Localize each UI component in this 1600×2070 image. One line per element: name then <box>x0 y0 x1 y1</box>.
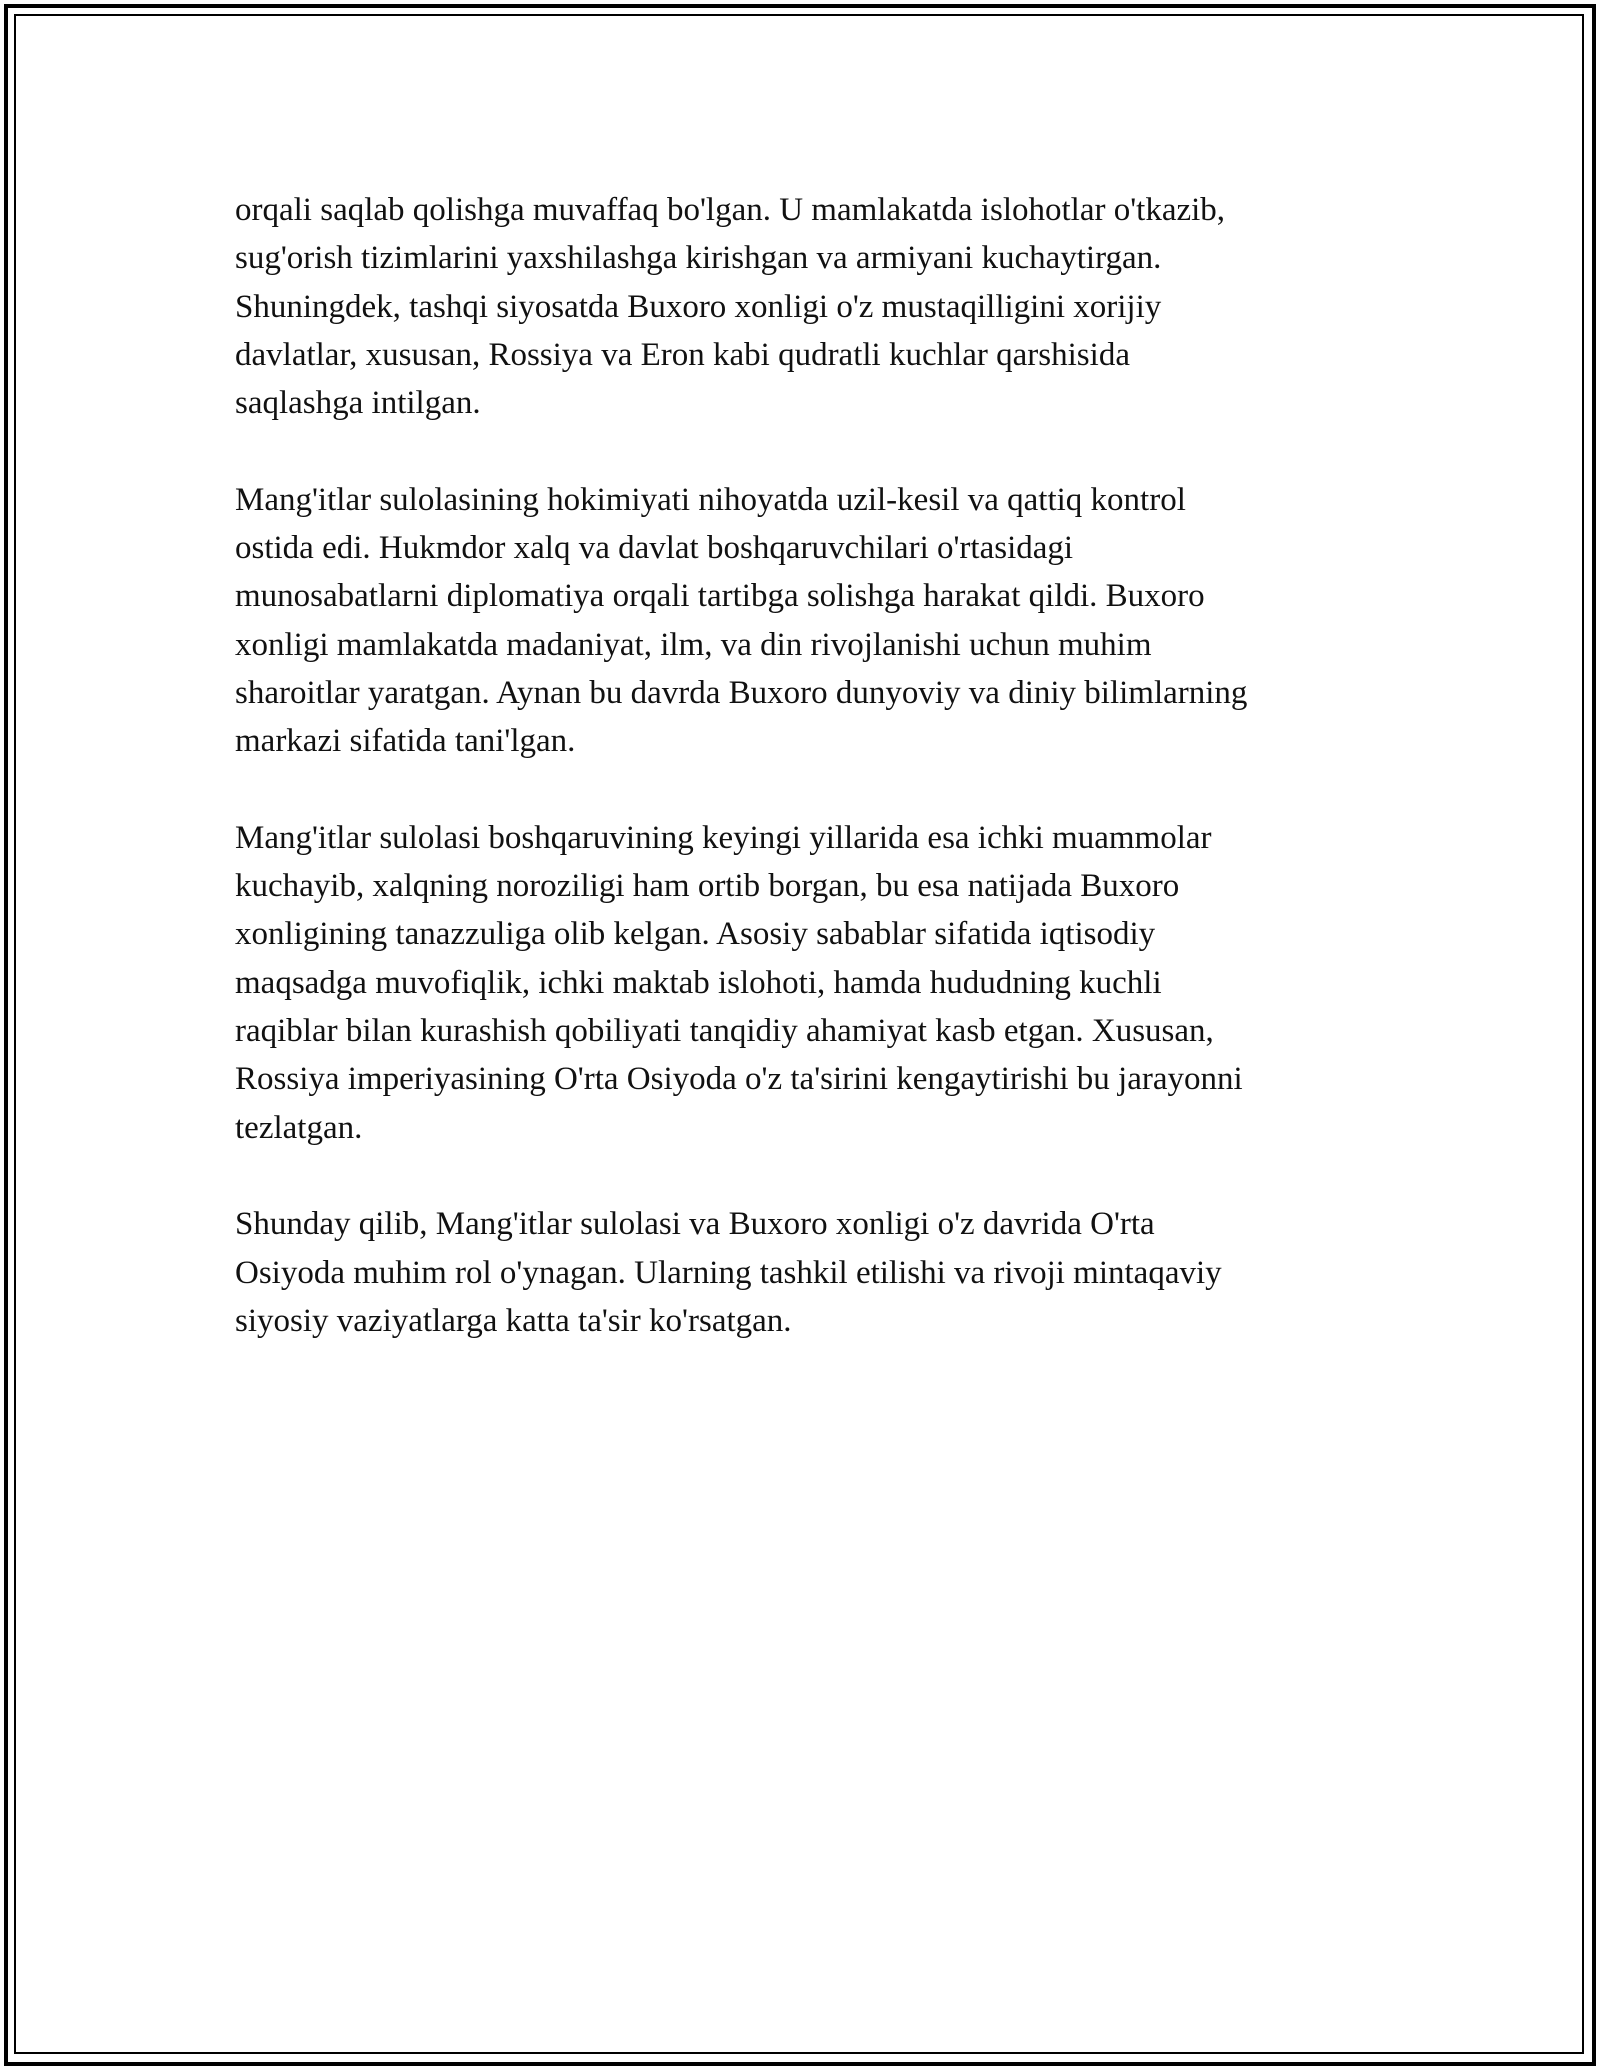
document-body <box>235 186 1375 1393</box>
paragraph-2: Mang'itlar sulolasining hokimiyati nihoyatda uzil-kesil va qattiq kontrol ostida edi. Hukmdor xalq va davlat boshqaruvchilari o'rtasidagi munosabatlarni diplomatiya orqali tartibga solishga harakat qildi. Buxoro xonligi mamlakatda madaniyat, ilm, va din rivojlanishi uchun muhim sharoitlar yaratgan. Aynan bu davrda Buxoro dunyoviy va diniy bilimlarning markazi sifatida tani'lgan. <box>235 481 1248 760</box>
paragraph-1: orqali saqlab qolishga muvaffaq bo'lgan. U mamlakatda islohotlar o'tkazib, sug'orish tizimlarini yaxshilashga kirishgan va armiyani kuchaytirgan. Shuningdek, tashqi siyosatda Buxoro xonligi o'z mustaqilligini xorijiy davlatlar, xususan, Rossiya va Eron kabi qudratli kuchlar qarshisida saqlashga intilgan. <box>235 192 1226 422</box>
paragraph-3: Mang'itlar sulolasi boshqaruvining keyingi yillarida esa ichki muammolar kuchayib, xalqning noroziligi ham ortib borgan, bu esa natijada Buxoro xonligining tanazzuliga olib kelgan. Asosiy sabablar sifatida iqtisodiy maqsadga muvofiqlik, ichki maktab islohoti, hamda hududning kuchli raqiblar bilan kurashish qobiliyati tanqidiy ahamiyat kasb etgan. Xususan, Rossiya imperiyasining O'rta Osiyoda o'z ta'sirini kengaytirishi bu jarayonni tezlatgan. <box>235 819 1243 1146</box>
paragraph-4: Shunday qilib, Mang'itlar sulolasi va Buxoro xonligi o'z davrida O'rta Osiyoda muhim rol o'ynagan. Ularning tashkil etilishi va rivoji mintaqaviy siyosiy vaziyatlarga katta ta'sir ko'rsatgan. <box>235 1206 1222 1339</box>
